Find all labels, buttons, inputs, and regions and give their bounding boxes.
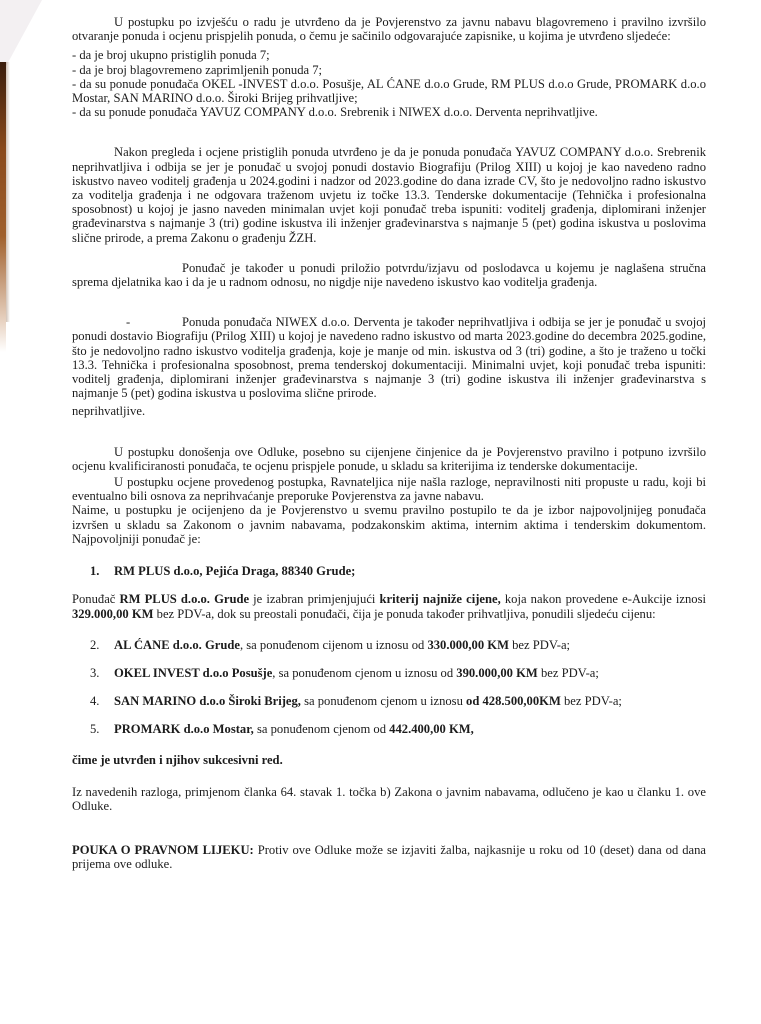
bid-suffix: bez PDV-a; [560, 694, 622, 709]
bidder-name: SAN MARINO d.o.o Široki Brijeg, [114, 694, 301, 709]
winner-number: 1. [90, 564, 100, 579]
yavuz-rejection-paragraph: Nakon pregleda i ocjene pristiglih ponuda utvrđeno je da je ponuda ponuđača YAVUZ COMPANY d.o.o. Srebrenik neprihvatljiva i odbija se jer je ponuđač u svojoj ponudi dostavio Biografiju (Prilog XIII) u kojoj je kao navedeno radno iskustvo naveo voditelj građenja u 2024.godini i nadzor od 2023.godine do dana izrade CV, što je nedovoljno radno iskustvo za voditelja građenja i ne odgovara traženom uvjetu iz točke 13.3. Tenderske dokumentacije (Tehnička i profesionalna sposobnost) u kojoj je jasno naveden minimalan uvjet koji ponuđač treba ispuniti: voditelj građenja, diplomirani inženjer građevinarstva s najmanje 3 (tri) godine iskustva ili inženjer građevinarstva s najmanje 5 (pet) godina iskustva u poslovima slične prirode, a prema Zakonu o građenju ŽZH. [72, 145, 706, 245]
document-page [72, 10, 706, 872]
bid-item [72, 694, 706, 708]
legal-remedy-text: Protiv ove Odluke može se izjaviti žalba, najkasnije u roku od 10 (deset) dana od dana prijema ove odluke. [72, 843, 707, 872]
legal-remedy-paragraph [72, 843, 706, 871]
other-bids-list [72, 638, 706, 737]
winner-explanation-text: je izabran primjenjujući [249, 592, 380, 607]
legal-basis-paragraph: Iz navedenih razloga, primjenom članka 64. stavak 1. točka b) Zakona o javnim nabavama, odlučeno je kao u članku 1. ove Odluke. [72, 784, 706, 813]
finding-item: - da su ponude ponuđača YAVUZ COMPANY d.o.o. Srebrenik i NIWEX d.o.o. Derventa neprihvatljive. [72, 105, 598, 120]
decision-paragraph-2: U postupku ocjene provedenog postupka, Ravnateljica nije našla razloge, nepravilnosti niti propuste u radu, koji bi eventualno bili osnova za neprihvaćanje preporuke Povjerenstva za javne nabavu. [72, 475, 706, 504]
bidder-name: PROMARK d.o.o Mostar, [114, 722, 254, 737]
winner-explanation-text: koja nakon provedene e-Aukcije iznosi [500, 592, 706, 607]
finding-item: - da je broj ukupno pristiglih ponuda 7; [72, 48, 270, 63]
page-corner-fold [0, 0, 42, 68]
criterion-bold: kriterij najniže cijene, [379, 592, 501, 607]
bid-text: , sa ponuđenom cijenom u iznosu od [239, 637, 428, 652]
niwex-rejection-text: Ponuda ponuđača NIWEX d.o.o. Derventa je također neprihvatljiva i odbija se jer je ponuđač u svojoj ponudi dostavio Biografiju (Prilog XIII) u kojoj je navedeno radno iskustvo od marta 2023.godine do decembra 2025.godine, što je nedovoljno radno iskustvo voditelja građenja, koje je manje od min. iskustva od 3 (tri) godine, a što je traženo u točki 13.3. Tehnička i profesionalna sposobnost, prema tenderskoj dokumentaciji. Minimalni uvjet, koji ponuđač treba ispuniti: voditelj građenja, diplomirani inženjer građevinarstva s najmanje 3 (tri) godine iskustva ili inženjer građevinarstva s najmanje 5 (pet) godina iskustva u poslovima slične prirode. [72, 315, 706, 401]
finding-item: - da su ponude ponuđača OKEL -INVEST d.o.o. Posušje, AL ĆANE d.o.o Grude, RM PLUS d.o.o Grude, PROMARK d.o.o Mostar, SAN MARINO d.o.o. Široki Brijeg prihvatljive; [72, 76, 706, 106]
bid-number: 3. [90, 665, 100, 680]
winner-explanation-paragraph [72, 592, 706, 620]
winner-name: RM PLUS d.o.o, Pejića Draga, 88340 Grude; [114, 564, 356, 579]
bid-suffix: bez PDV-a; [537, 665, 599, 680]
bid-item [72, 638, 706, 652]
bid-text: , sa ponuđenom cjenom u iznosu od [272, 665, 457, 680]
yavuz-employer-statement-paragraph: Ponuđač je također u ponudi priložio potvrdu/izjavu od poslodavca u kojemu je naglašena stručna sprema djelatnika kao i da je u radnom odnosu, no nigdje nije navedeno iskustvo kao voditelja građenja. [72, 260, 706, 290]
bidder-name: OKEL INVEST d.o.o Posušje [114, 665, 273, 680]
winner-explanation-text: Ponuđač [72, 592, 120, 607]
bid-number: 4. [90, 694, 100, 709]
niwex-trailing-word: neprihvatljive. [72, 404, 146, 419]
bid-amount: od 428.500,00KM [466, 694, 561, 709]
bid-amount: 390.000,00 KM [456, 665, 538, 680]
finding-item: - da je broj blagovremeno zaprimljenih ponuda 7; [72, 62, 323, 77]
winner-item [72, 564, 706, 578]
legal-remedy-heading: POUKA O PRAVNOM LIJEKU: [72, 843, 254, 858]
bid-text: sa ponuđenom cjenom u iznosu [300, 694, 467, 709]
decision-paragraph-1: U postupku donošenja ove Odluke, posebno su cijenjene činjenice da je Povjerenstvo pravilno i potpuno izvršilo ocjenu kvalificiranosti ponuđača, te ocjenu prispjele ponude, u skladu sa kriterijima iz tenderske dokumentacije. [72, 444, 706, 473]
intro-findings-list [72, 48, 706, 119]
bid-suffix: bez PDV-a; [508, 637, 571, 652]
winner-list [72, 564, 706, 578]
bid-amount: 330.000,00 KM [427, 637, 509, 652]
niwex-lead-dash: - [126, 315, 131, 330]
winner-explanation-text: bez PDV-a, dok su preostali ponuđači, čija je ponuda također prihvatljiva, ponudili sljedeću cijenu: [153, 606, 656, 621]
bidder-name: AL ĆANE d.o.o. Grude [114, 637, 240, 652]
bid-text: sa ponuđenom cjenom od [253, 722, 390, 737]
bid-item [72, 722, 706, 736]
intro-paragraph: U postupku po izvješću o radu je utvrđeno da je Povjerenstvo za javnu nabavu blagovremeno i pravilno izvršilo otvaranje ponuda i ocjenu prispjelih ponuda, o čemu je sačinilo odgovarajuće zapisnike, u kojima je utvrđeno sljedeće: [72, 15, 706, 44]
winning-price-bold: 329.000,00 KM [72, 606, 154, 621]
bid-amount: 442.400,00 KM, [389, 722, 474, 737]
bid-number: 5. [90, 722, 100, 737]
bid-number: 2. [90, 637, 100, 652]
niwex-rejection-paragraph [72, 315, 706, 400]
winner-company-bold: RM PLUS d.o.o. Grude [119, 592, 250, 607]
succession-statement: čime je utvrđen i njihov sukcesivni red. [72, 752, 283, 767]
decision-paragraph-3: Naime, u postupku je ocijenjeno da je Povjerenstvo u svemu pravilno postupilo te da je izbor najpovoljnijeg ponuđača izvršen u skladu sa Zakonom o javnim nabavama, podzakonskim aktima, internim aktima i tenderskim dokumentom. Najpovoljniji ponuđač je: [72, 503, 706, 546]
scan-edge-shadow [6, 62, 10, 322]
bid-item [72, 666, 706, 680]
